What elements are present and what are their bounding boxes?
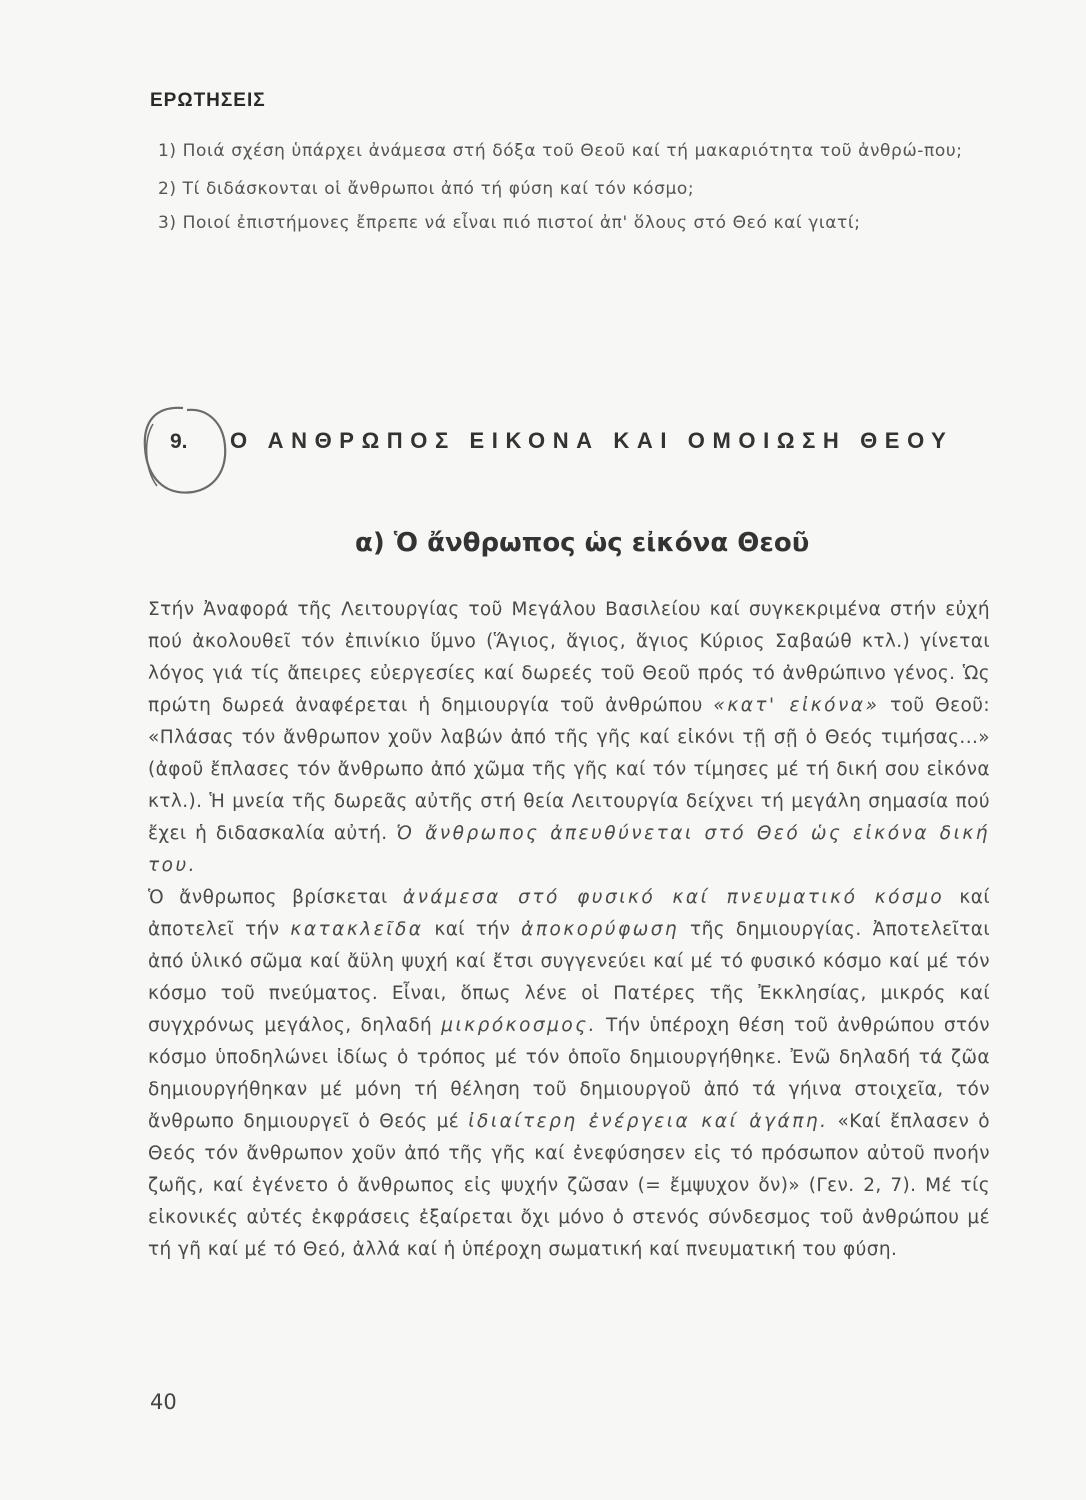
- questions-list: [158, 137, 998, 243]
- emphasis: ἀποκορύφωση: [521, 919, 680, 940]
- questions-heading: ΕΡΩΤΗΣΕΙΣ: [150, 90, 266, 111]
- paragraph: Στήν Ἀναφορά τῆς Λειτουργίας τοῦ Μεγάλου Βασιλείου καί συγκεκριμένα στήν εὐχή πού ἀκολουθεῖ τόν ἐπινίκιο ὕμνο (Ἅγιος, ἅγιος, ἅγιος Κύριος Σαβαώθ κτλ.) γίνεται λόγος γιά τίς ἄπειρες εὐεργεσίες καί δωρεές τοῦ Θεοῦ πρός τό ἀνθρώπινο γένος. Ὡς πρώτη δωρεά ἀναφέρεται ἡ δημιουργία τοῦ ἀνθρώπου «κατ' εἰκόνα» τοῦ Θεοῦ: «Πλάσας τόν ἄνθρωπον χοῦν λαβών ἀπό τῆς γῆς καί εἰκόνι τῇ σῇ ὁ Θεός τιμήσας...» (ἀφοῦ ἔπλασες τόν ἄνθρωπο ἀπό χῶμα τῆς γῆς καί τόν τίμησες μέ τή δική σου εἰκόνα κτλ.). Ἡ μνεία τῆς δωρεᾶς αὐτῆς στή θεία Λειτουργία δείχνει τή μεγάλη σημασία πού ἔχει ἡ διδασκαλία αὐτή. Ὁ ἄνθρωπος ἀπευθύνεται στό Θεό ὡς εἰκόνα δική του.: [148, 599, 990, 876]
- chapter-number: 9.: [170, 430, 188, 453]
- question-item: 1) Ποιά σχέση ὑπάρχει ἀνάμεσα στή δόξα τοῦ Θεοῦ καί τή μακαριότητα τοῦ ἀνθρώ-που;: [158, 141, 963, 161]
- emphasis: Ὁ ἄνθρωπος ἀπευθύνεται στό Θεό ὡς εἰκόνα δική του.: [148, 823, 990, 876]
- emphasis: κατακλεῖδα: [290, 919, 424, 940]
- question-item: 3) Ποιοί ἐπιστήμονες ἔπρεπε νά εἶναι πιό πιστοί ἀπ' ὅλους στό Θεό καί γιατί;: [158, 213, 861, 233]
- emphasis: ἀνάμεσα στό φυσικό καί πνευματικό κόσμο: [402, 887, 945, 908]
- emphasis: «κατ' εἰκόνα»: [713, 695, 880, 716]
- paragraph: Ὁ ἄνθρωπος βρίσκεται ἀνάμεσα στό φυσικό καί πνευματικό κόσμο καί ἀποτελεῖ τήν κατακλεῖδα καί τήν ἀποκορύφωση τῆς δημιουργίας. Ἀποτελεῖται ἀπό ὑλικό σῶμα καί ἄϋλη ψυχή καί ἔτσι συγγενεύει καί μέ τό φυσικό κόσμο καί μέ τόν κόσμο τοῦ πνεύματος. Εἶναι, ὅπως λένε οἱ Πατέρες τῆς Ἐκκλησίας, μικρός καί συγχρόνως μεγάλος, δηλαδή μικρόκοσμος. Τήν ὑπέροχη θέση τοῦ ἀνθρώπου στόν κόσμο ὑποδηλώνει ἰδίως ὁ τρόπος μέ τόν ὁποῖο δημιουργήθηκε. Ἐνῶ δηλαδή τά ζῶα δημιουργήθηκαν μέ μόνη τή θέληση τοῦ δημιουργοῦ ἀπό τά γήινα στοιχεῖα, τόν ἄνθρωπο δημιουργεῖ ὁ Θεός μέ ἰδιαίτερη ἐνέργεια καί ἀγάπη. «Καί ἔπλασεν ὁ Θεός τόν ἄνθρωπον χοῦν ἀπό τῆς γῆς καί ἐνεφύσησεν εἰς τό πρόσωπον αὐτοῦ πνοήν ζωῆς, καί ἐγένετο ὁ ἄνθρωπος εἰς ψυχήν ζῶσαν (= ἔμψυχον ὄν)» (Γεν. 2, 7). Μέ τίς εἰκονικές αὐτές ἐκφράσεις ἐξαίρεται ὄχι μόνο ὁ στενός σύνδεσμος τοῦ ἀνθρώπου μέ τή γῆ καί μέ τό Θεό, ἀλλά καί ἡ ὑπέροχη σωματική καί πνευματική του φύση.: [148, 887, 991, 1260]
- chapter-heading: [135, 400, 1015, 510]
- subsection-title: α) Ὁ ἄνθρωπος ὡς εἰκόνα Θεοῦ: [355, 528, 810, 558]
- hand-drawn-circle-mark: [135, 400, 255, 510]
- emphasis: μικρόκοσμος.: [441, 1015, 597, 1036]
- question-item: 2) Τί διδάσκονται οἱ ἄνθρωποι ἀπό τή φύση καί τόν κόσμο;: [158, 179, 695, 199]
- body-text: [148, 594, 990, 1266]
- page-number: 40: [150, 1390, 177, 1414]
- chapter-title: Ο ΑΝΘΡΩΠΟΣ ΕΙΚΟΝΑ ΚΑΙ ΟΜΟΙΩΣΗ ΘΕΟΥ: [230, 428, 954, 453]
- emphasis: ἰδιαίτερη ἐνέργεια καί ἀγάπη.: [468, 1111, 829, 1132]
